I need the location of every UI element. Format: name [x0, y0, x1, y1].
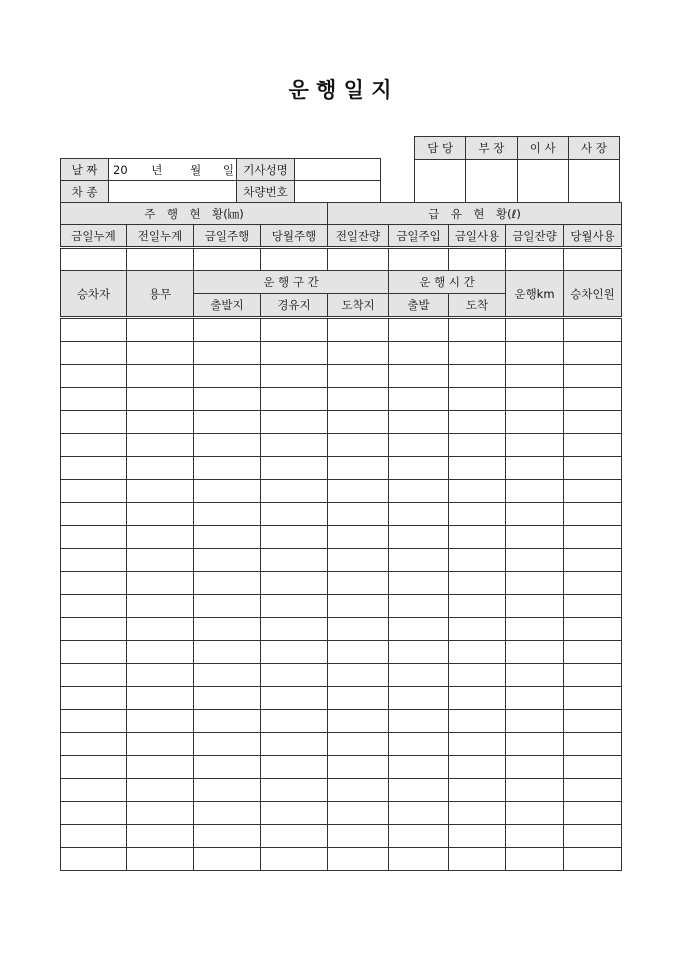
log-cell[interactable]: [127, 779, 194, 802]
log-cell[interactable]: [564, 434, 622, 457]
plate-field[interactable]: [295, 181, 381, 203]
log-cell[interactable]: [564, 779, 622, 802]
log-cell[interactable]: [127, 825, 194, 848]
log-cell[interactable]: [449, 318, 506, 342]
log-cell[interactable]: [564, 572, 622, 595]
log-cell[interactable]: [194, 710, 261, 733]
log-cell[interactable]: [328, 710, 389, 733]
date-day-unit: 일: [222, 162, 234, 177]
log-cell[interactable]: [564, 365, 622, 388]
log-cell[interactable]: [449, 434, 506, 457]
vehicle-type-label: 차 종: [61, 181, 109, 203]
log-cell[interactable]: [449, 572, 506, 595]
log-cell[interactable]: [61, 733, 127, 756]
log-cell[interactable]: [389, 687, 449, 710]
approval-table: [414, 136, 620, 203]
log-cell[interactable]: [194, 411, 261, 434]
log-cell[interactable]: [194, 480, 261, 503]
log-cell[interactable]: [127, 365, 194, 388]
log-cell[interactable]: [127, 526, 194, 549]
log-cell[interactable]: [506, 664, 564, 687]
log-cell[interactable]: [261, 687, 328, 710]
time-header: 운 행 시 간: [389, 271, 506, 294]
date-month-unit: 월: [190, 162, 202, 177]
log-cell[interactable]: [564, 503, 622, 526]
status-column-header: 당월주행: [261, 225, 328, 248]
table-row: [61, 480, 622, 503]
driver-label: 기사성명: [237, 159, 295, 181]
log-cell[interactable]: [506, 342, 564, 365]
log-cell[interactable]: [328, 572, 389, 595]
km-header: 운행km: [506, 271, 564, 318]
log-cell[interactable]: [127, 641, 194, 664]
log-cell[interactable]: [127, 802, 194, 825]
log-cell[interactable]: [564, 388, 622, 411]
table-row: [61, 457, 622, 480]
log-cell[interactable]: [261, 411, 328, 434]
log-cell[interactable]: [328, 595, 389, 618]
status-value-cell[interactable]: [328, 248, 389, 271]
log-cell[interactable]: [61, 641, 127, 664]
log-cell[interactable]: [449, 756, 506, 779]
log-cell[interactable]: [506, 549, 564, 572]
log-cell[interactable]: [261, 526, 328, 549]
log-cell[interactable]: [449, 825, 506, 848]
log-cell[interactable]: [261, 434, 328, 457]
log-cell[interactable]: [194, 687, 261, 710]
log-cell[interactable]: [389, 825, 449, 848]
trip-log-table: [60, 270, 622, 871]
table-row: [61, 687, 622, 710]
log-cell[interactable]: [194, 388, 261, 411]
approval-role: 담 당: [415, 137, 466, 160]
log-cell[interactable]: [328, 411, 389, 434]
status-column-header: 당월사용: [564, 225, 622, 248]
log-cell[interactable]: [261, 618, 328, 641]
log-cell[interactable]: [449, 595, 506, 618]
log-cell[interactable]: [564, 618, 622, 641]
log-cell[interactable]: [389, 388, 449, 411]
log-cell[interactable]: [61, 595, 127, 618]
log-cell[interactable]: [449, 687, 506, 710]
log-cell[interactable]: [261, 572, 328, 595]
table-row: [61, 503, 622, 526]
log-cell[interactable]: [261, 848, 328, 871]
log-cell[interactable]: [564, 756, 622, 779]
log-cell[interactable]: [564, 710, 622, 733]
table-row: [61, 411, 622, 434]
status-column-header: 금일누계: [61, 225, 127, 248]
table-row: [61, 733, 622, 756]
table-row: [61, 595, 622, 618]
log-cell[interactable]: [506, 802, 564, 825]
log-cell[interactable]: [261, 457, 328, 480]
info-table: [60, 158, 381, 203]
log-cell[interactable]: [389, 618, 449, 641]
log-cell[interactable]: [389, 503, 449, 526]
log-cell[interactable]: [194, 848, 261, 871]
log-cell[interactable]: [127, 733, 194, 756]
log-cell[interactable]: [127, 457, 194, 480]
log-cell[interactable]: [449, 549, 506, 572]
log-cell[interactable]: [328, 687, 389, 710]
driver-field[interactable]: [295, 159, 381, 181]
arrive-time-header: 도착: [449, 294, 506, 318]
table-row: [61, 318, 622, 342]
log-cell[interactable]: [261, 710, 328, 733]
log-cell[interactable]: [389, 848, 449, 871]
log-cell[interactable]: [506, 687, 564, 710]
status-column-header: 금일사용: [449, 225, 506, 248]
log-cell[interactable]: [506, 733, 564, 756]
status-value-cell[interactable]: [564, 248, 622, 271]
log-cell[interactable]: [449, 710, 506, 733]
table-row: [61, 664, 622, 687]
log-cell[interactable]: [389, 641, 449, 664]
log-cell[interactable]: [328, 664, 389, 687]
log-cell[interactable]: [61, 457, 127, 480]
table-row: [61, 848, 622, 871]
status-value-row: [61, 248, 622, 271]
log-cell[interactable]: [127, 595, 194, 618]
log-cell[interactable]: [506, 779, 564, 802]
signature-cell[interactable]: [517, 160, 568, 203]
log-cell[interactable]: [127, 480, 194, 503]
plate-label: 차량번호: [237, 181, 295, 203]
log-cell[interactable]: [261, 825, 328, 848]
log-cell[interactable]: [389, 457, 449, 480]
log-cell[interactable]: [61, 710, 127, 733]
log-cell[interactable]: [564, 802, 622, 825]
log-cell[interactable]: [564, 480, 622, 503]
log-cell[interactable]: [194, 549, 261, 572]
signature-cell[interactable]: [466, 160, 517, 203]
log-cell[interactable]: [389, 756, 449, 779]
log-cell[interactable]: [389, 802, 449, 825]
log-cell[interactable]: [194, 825, 261, 848]
log-cell[interactable]: [449, 641, 506, 664]
log-cell[interactable]: [506, 503, 564, 526]
log-cell[interactable]: [506, 595, 564, 618]
via-header: 경유지: [261, 294, 328, 318]
log-cell[interactable]: [328, 825, 389, 848]
status-value-cell[interactable]: [194, 248, 261, 271]
log-cell[interactable]: [564, 664, 622, 687]
log-cell[interactable]: [194, 641, 261, 664]
approval-role: 사 장: [568, 137, 619, 160]
log-cell[interactable]: [389, 572, 449, 595]
date-year-unit: 년: [151, 162, 163, 177]
log-cell[interactable]: [261, 342, 328, 365]
table-row: [61, 641, 622, 664]
date-year-prefix: 20: [113, 162, 128, 177]
log-cell[interactable]: [328, 733, 389, 756]
signature-cell[interactable]: [568, 160, 619, 203]
log-cell[interactable]: [328, 480, 389, 503]
status-value-cell[interactable]: [127, 248, 194, 271]
log-cell[interactable]: [194, 503, 261, 526]
log-cell[interactable]: [61, 802, 127, 825]
status-value-cell[interactable]: [261, 248, 328, 271]
table-row: [61, 710, 622, 733]
log-cell[interactable]: [261, 480, 328, 503]
log-cell[interactable]: [449, 457, 506, 480]
log-cell[interactable]: [449, 388, 506, 411]
log-cell[interactable]: [261, 733, 328, 756]
log-cell[interactable]: [328, 457, 389, 480]
log-cell[interactable]: [261, 388, 328, 411]
log-cell[interactable]: [194, 365, 261, 388]
log-cell[interactable]: [194, 457, 261, 480]
table-row: [61, 572, 622, 595]
log-cell[interactable]: [127, 756, 194, 779]
log-cell[interactable]: [61, 825, 127, 848]
purpose-header: 용무: [127, 271, 194, 318]
log-cell[interactable]: [449, 526, 506, 549]
log-cell[interactable]: [61, 572, 127, 595]
log-cell[interactable]: [127, 618, 194, 641]
log-cell[interactable]: [389, 411, 449, 434]
log-cell[interactable]: [449, 342, 506, 365]
log-cell[interactable]: [194, 733, 261, 756]
log-cell[interactable]: [194, 342, 261, 365]
trip-log-body: [61, 318, 622, 871]
log-cell[interactable]: [261, 756, 328, 779]
log-cell[interactable]: [194, 526, 261, 549]
log-cell[interactable]: [328, 641, 389, 664]
log-cell[interactable]: [261, 802, 328, 825]
log-cell[interactable]: [389, 342, 449, 365]
date-label: 날 짜: [61, 159, 109, 181]
departure-place-header: 출발지: [194, 294, 261, 318]
log-cell[interactable]: [506, 388, 564, 411]
table-row: [61, 756, 622, 779]
log-cell[interactable]: [564, 641, 622, 664]
log-cell[interactable]: [449, 618, 506, 641]
table-row: [61, 365, 622, 388]
log-cell[interactable]: [61, 342, 127, 365]
log-cell[interactable]: [261, 641, 328, 664]
section-header: 운 행 구 간: [194, 271, 389, 294]
log-cell[interactable]: [194, 802, 261, 825]
approval-role: 부 장: [466, 137, 517, 160]
log-cell[interactable]: [506, 480, 564, 503]
table-row: [61, 618, 622, 641]
log-cell[interactable]: [449, 664, 506, 687]
log-cell[interactable]: [194, 595, 261, 618]
log-cell[interactable]: [61, 318, 127, 342]
log-cell[interactable]: [564, 549, 622, 572]
status-value-cell[interactable]: [61, 248, 127, 271]
status-value-cell[interactable]: [506, 248, 564, 271]
log-cell[interactable]: [194, 664, 261, 687]
log-cell[interactable]: [506, 825, 564, 848]
log-cell[interactable]: [261, 664, 328, 687]
log-cell[interactable]: [194, 434, 261, 457]
log-cell[interactable]: [127, 710, 194, 733]
log-cell[interactable]: [506, 457, 564, 480]
log-cell[interactable]: [61, 388, 127, 411]
log-cell[interactable]: [506, 710, 564, 733]
status-value-cell[interactable]: [449, 248, 506, 271]
log-cell[interactable]: [506, 848, 564, 871]
log-cell[interactable]: [61, 756, 127, 779]
log-cell[interactable]: [61, 848, 127, 871]
log-cell[interactable]: [328, 318, 389, 342]
log-cell[interactable]: [449, 480, 506, 503]
log-cell[interactable]: [564, 411, 622, 434]
table-row: [61, 434, 622, 457]
vehicle-type-field[interactable]: [109, 181, 237, 203]
log-cell[interactable]: [127, 572, 194, 595]
log-cell[interactable]: [506, 411, 564, 434]
log-cell[interactable]: [389, 526, 449, 549]
log-cell[interactable]: [389, 365, 449, 388]
status-table: [60, 202, 622, 271]
log-cell[interactable]: [564, 687, 622, 710]
log-cell[interactable]: [506, 618, 564, 641]
log-cell[interactable]: [127, 687, 194, 710]
log-cell[interactable]: [127, 549, 194, 572]
log-cell[interactable]: [389, 318, 449, 342]
log-cell[interactable]: [389, 549, 449, 572]
approval-role: 이 사: [517, 137, 568, 160]
date-field[interactable]: [109, 159, 237, 181]
log-cell[interactable]: [127, 388, 194, 411]
log-cell[interactable]: [127, 342, 194, 365]
log-cell[interactable]: [389, 779, 449, 802]
log-cell[interactable]: [61, 365, 127, 388]
log-cell[interactable]: [449, 779, 506, 802]
log-cell[interactable]: [449, 733, 506, 756]
status-column-header: 금일주입: [389, 225, 449, 248]
depart-time-header: 출발: [389, 294, 449, 318]
status-column-header: 전일잔량: [328, 225, 389, 248]
log-cell[interactable]: [61, 687, 127, 710]
log-cell[interactable]: [261, 779, 328, 802]
log-cell[interactable]: [127, 503, 194, 526]
log-cell[interactable]: [564, 318, 622, 342]
log-cell[interactable]: [506, 526, 564, 549]
log-cell[interactable]: [389, 434, 449, 457]
log-cell[interactable]: [506, 434, 564, 457]
passenger-header: 승차자: [61, 271, 127, 318]
log-cell[interactable]: [328, 802, 389, 825]
table-row: [61, 549, 622, 572]
log-cell[interactable]: [61, 526, 127, 549]
status-column-header: 금일주행: [194, 225, 261, 248]
log-cell[interactable]: [261, 365, 328, 388]
fuel-status-title: 급 유 현 황(ℓ): [328, 203, 622, 225]
log-cell[interactable]: [506, 318, 564, 342]
log-cell[interactable]: [261, 503, 328, 526]
log-cell[interactable]: [328, 526, 389, 549]
log-cell[interactable]: [328, 503, 389, 526]
log-cell[interactable]: [261, 595, 328, 618]
log-cell[interactable]: [389, 480, 449, 503]
log-cell[interactable]: [328, 779, 389, 802]
log-cell[interactable]: [449, 365, 506, 388]
status-column-header: 금일잔량: [506, 225, 564, 248]
log-cell[interactable]: [261, 318, 328, 342]
log-cell[interactable]: [564, 825, 622, 848]
status-column-header: 전일누계: [127, 225, 194, 248]
arrival-place-header: 도착지: [328, 294, 389, 318]
log-cell[interactable]: [389, 664, 449, 687]
log-cell[interactable]: [328, 342, 389, 365]
log-cell[interactable]: [127, 434, 194, 457]
log-cell[interactable]: [61, 480, 127, 503]
log-cell[interactable]: [449, 503, 506, 526]
log-cell[interactable]: [564, 595, 622, 618]
log-cell[interactable]: [194, 572, 261, 595]
log-cell[interactable]: [328, 434, 389, 457]
log-cell[interactable]: [328, 365, 389, 388]
log-cell[interactable]: [61, 503, 127, 526]
log-cell[interactable]: [127, 318, 194, 342]
table-row: [61, 825, 622, 848]
log-cell[interactable]: [328, 848, 389, 871]
table-row: [61, 802, 622, 825]
log-cell[interactable]: [61, 411, 127, 434]
page-title: 운 행 일 지: [288, 77, 392, 102]
log-cell[interactable]: [449, 848, 506, 871]
table-row: [61, 342, 622, 365]
log-cell[interactable]: [328, 549, 389, 572]
log-cell[interactable]: [389, 595, 449, 618]
log-cell[interactable]: [61, 549, 127, 572]
log-cell[interactable]: [61, 618, 127, 641]
log-cell[interactable]: [61, 779, 127, 802]
table-row: [61, 388, 622, 411]
log-cell[interactable]: [449, 411, 506, 434]
log-cell[interactable]: [564, 848, 622, 871]
passenger-count-header: 승차인원: [564, 271, 622, 318]
log-cell[interactable]: [506, 572, 564, 595]
log-cell[interactable]: [506, 756, 564, 779]
log-cell[interactable]: [506, 641, 564, 664]
log-cell[interactable]: [194, 318, 261, 342]
log-cell[interactable]: [61, 434, 127, 457]
driving-status-title: 주 행 현 황(㎞): [61, 203, 328, 225]
signature-cell[interactable]: [415, 160, 466, 203]
log-cell[interactable]: [127, 664, 194, 687]
log-cell[interactable]: [389, 710, 449, 733]
log-cell[interactable]: [389, 733, 449, 756]
log-cell[interactable]: [194, 756, 261, 779]
log-cell[interactable]: [506, 365, 564, 388]
log-cell[interactable]: [564, 457, 622, 480]
log-cell[interactable]: [328, 388, 389, 411]
log-cell[interactable]: [194, 618, 261, 641]
status-value-cell[interactable]: [389, 248, 449, 271]
log-cell[interactable]: [564, 342, 622, 365]
table-row: [61, 526, 622, 549]
log-cell[interactable]: [564, 733, 622, 756]
log-cell[interactable]: [61, 664, 127, 687]
log-cell[interactable]: [328, 618, 389, 641]
table-row: [61, 779, 622, 802]
log-cell[interactable]: [261, 549, 328, 572]
log-cell[interactable]: [328, 756, 389, 779]
log-cell[interactable]: [127, 848, 194, 871]
log-cell[interactable]: [127, 411, 194, 434]
log-cell[interactable]: [194, 779, 261, 802]
log-cell[interactable]: [564, 526, 622, 549]
log-cell[interactable]: [449, 802, 506, 825]
